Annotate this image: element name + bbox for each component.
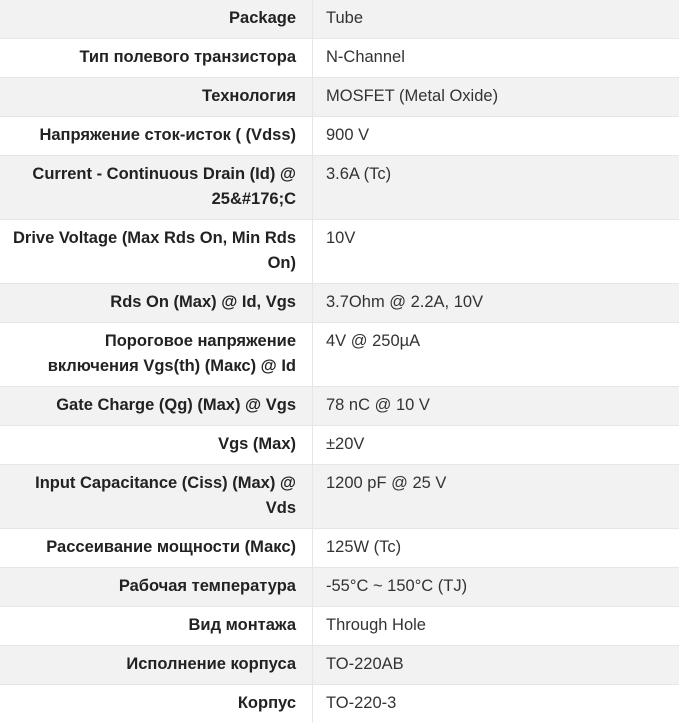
spec-value: 3.6A (Tc) [313, 156, 679, 220]
spec-row-vgs-max [0, 426, 679, 465]
spec-value: 3.7Ohm @ 2.2A, 10V [313, 284, 679, 323]
spec-label: Рабочая температура [0, 568, 313, 607]
spec-label: Вид монтажа [0, 607, 313, 646]
spec-value: ±20V [313, 426, 679, 465]
spec-row-rds-on [0, 284, 679, 323]
spec-label: Vgs (Max) [0, 426, 313, 465]
spec-label: Package [0, 0, 313, 39]
spec-label: Gate Charge (Qg) (Max) @ Vgs [0, 387, 313, 426]
spec-row-package [0, 0, 679, 39]
spec-value: 1200 pF @ 25 V [313, 465, 679, 529]
spec-label: Rds On (Max) @ Id, Vgs [0, 284, 313, 323]
spec-label: Input Capacitance (Ciss) (Max) @ Vds [0, 465, 313, 529]
spec-value: 125W (Tc) [313, 529, 679, 568]
spec-value: -55°C ~ 150°C (TJ) [313, 568, 679, 607]
spec-value: MOSFET (Metal Oxide) [313, 78, 679, 117]
spec-label: Корпус [0, 685, 313, 724]
spec-label: Пороговое напряжение включения Vgs(th) (Макс) @ Id [0, 323, 313, 387]
spec-value: TO-220AB [313, 646, 679, 685]
spec-label: Напряжение сток-исток ( (Vdss) [0, 117, 313, 156]
spec-label: Рассеивание мощности (Макс) [0, 529, 313, 568]
spec-value: 900 V [313, 117, 679, 156]
spec-row-case [0, 685, 679, 724]
spec-row-mounting-type [0, 607, 679, 646]
spec-value: 10V [313, 220, 679, 284]
spec-label: Технология [0, 78, 313, 117]
spec-row-drive-voltage [0, 220, 679, 284]
spec-row-package-case [0, 646, 679, 685]
spec-label: Исполнение корпуса [0, 646, 313, 685]
spec-value: Through Hole [313, 607, 679, 646]
spec-row-technology [0, 78, 679, 117]
spec-row-fet-type [0, 39, 679, 78]
spec-row-power-dissipation [0, 529, 679, 568]
spec-label: Current - Continuous Drain (Id) @ 25&#176;C [0, 156, 313, 220]
spec-label: Drive Voltage (Max Rds On, Min Rds On) [0, 220, 313, 284]
spec-row-gate-charge [0, 387, 679, 426]
spec-row-vgs-threshold [0, 323, 679, 387]
spec-value: N-Channel [313, 39, 679, 78]
spec-value: 4V @ 250µA [313, 323, 679, 387]
spec-row-operating-temperature [0, 568, 679, 607]
spec-value: Tube [313, 0, 679, 39]
spec-value: TO-220-3 [313, 685, 679, 724]
spec-row-drain-current [0, 156, 679, 220]
spec-label: Тип полевого транзистора [0, 39, 313, 78]
spec-row-input-capacitance [0, 465, 679, 529]
spec-value: 78 nC @ 10 V [313, 387, 679, 426]
spec-row-vdss [0, 117, 679, 156]
